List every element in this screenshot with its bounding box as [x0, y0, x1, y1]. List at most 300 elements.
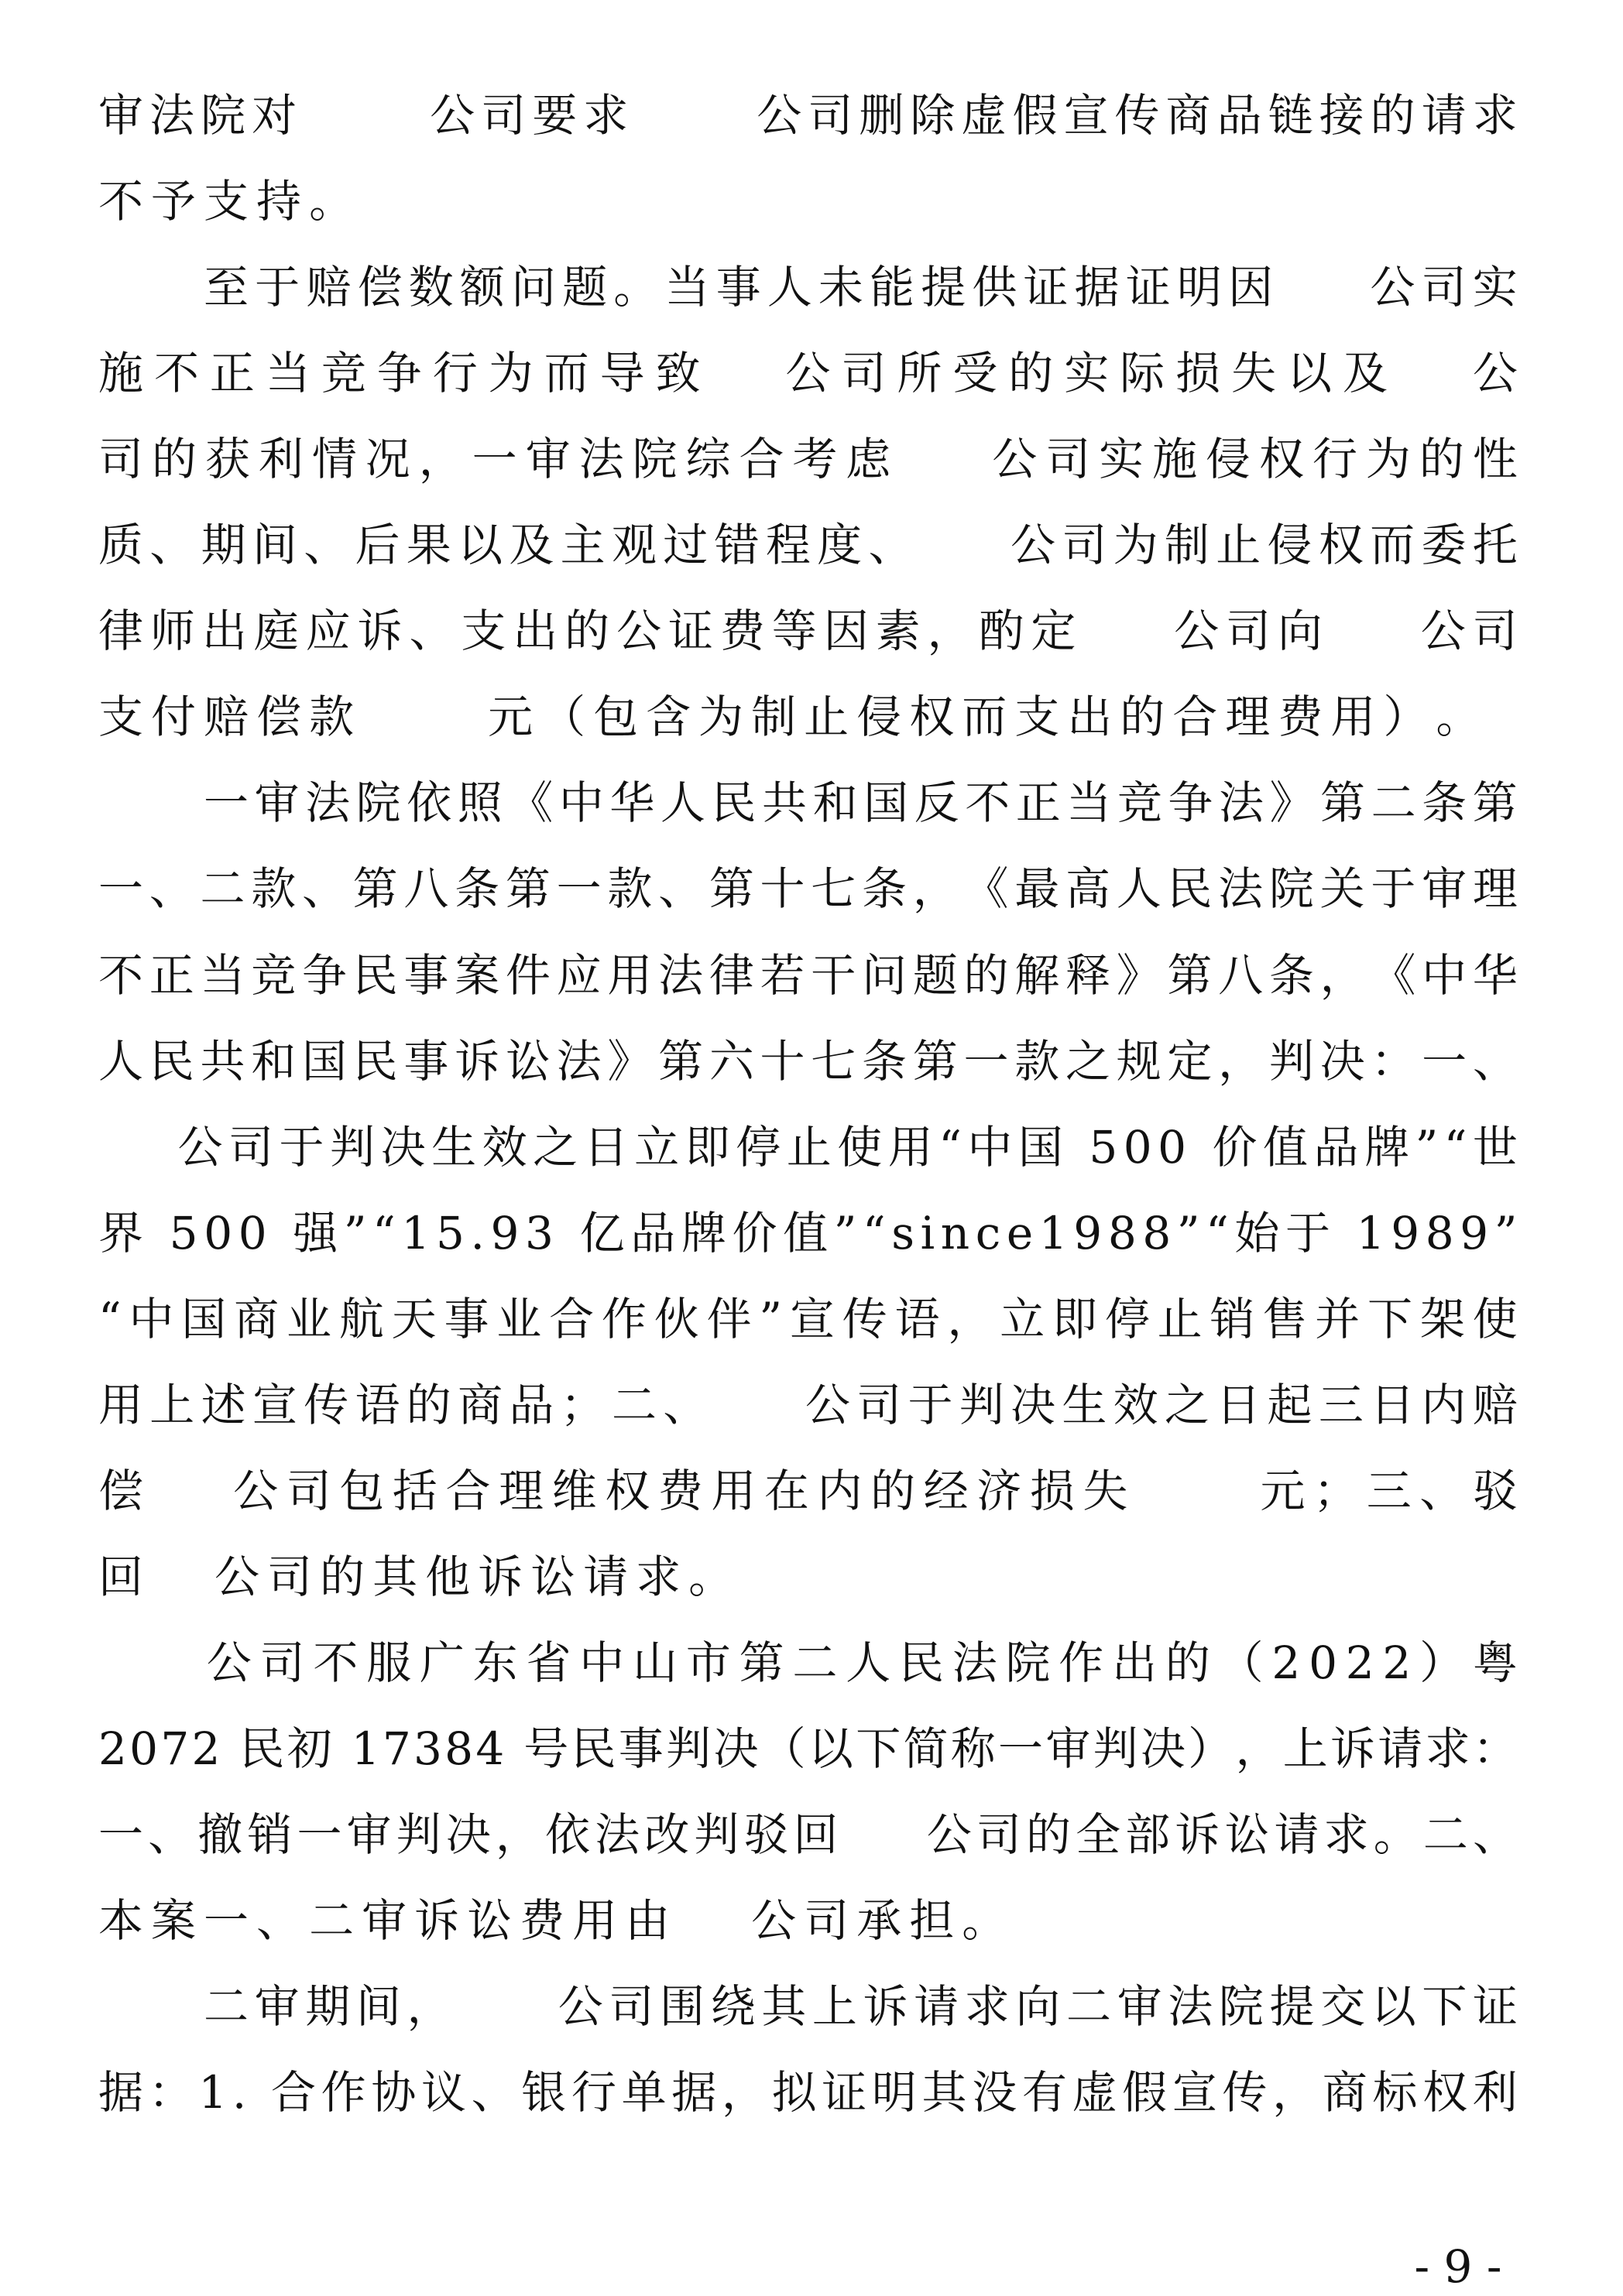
text-glyph: 括 [392, 1464, 437, 1517]
text-glyph: 审 [1422, 862, 1467, 916]
text-glyph: 初 [287, 1722, 332, 1775]
text-glyph: 二 [611, 1378, 657, 1431]
text-glyph: 经 [923, 1464, 969, 1517]
text-glyph: 、 [304, 519, 349, 572]
text-glyph: 使 [837, 1120, 883, 1174]
text-glyph: 使 [1472, 1292, 1518, 1345]
text-glyph: 人 [1116, 862, 1161, 916]
text-glyph: 法 [1218, 776, 1264, 830]
text-line [204, 1979, 1518, 2034]
redacted-text [303, 93, 424, 138]
redacted-text [711, 351, 774, 396]
text-glyph: 况 [365, 433, 410, 486]
text-glyph: ： [1371, 1034, 1416, 1088]
text-glyph: 8 [444, 1722, 474, 1775]
text-glyph: 0 [1158, 1120, 1187, 1174]
text-glyph: 际 [1120, 347, 1165, 400]
text-glyph: 司 [1421, 261, 1467, 314]
text-glyph: 题 [912, 948, 958, 1002]
text-glyph: 业 [286, 1292, 331, 1345]
text-glyph: 条 [1268, 948, 1314, 1002]
text-glyph: 实 [1472, 261, 1518, 314]
text-glyph: 判 [396, 1808, 441, 1861]
text-glyph: 价 [1212, 1120, 1258, 1174]
text-glyph: 院 [1005, 1636, 1051, 1689]
text-glyph: 称 [950, 1722, 996, 1775]
text-line [98, 862, 1518, 916]
text-glyph: 、 [301, 862, 347, 916]
text-glyph: 持 [256, 175, 302, 228]
text-glyph: 等 [771, 605, 817, 658]
text-glyph: . [470, 1206, 485, 1259]
text-glyph: 行 [432, 347, 478, 400]
text-glyph: 以 [1371, 1980, 1416, 2034]
text-glyph: 赔 [306, 261, 352, 314]
text-glyph: 一 [963, 1034, 1009, 1088]
text-glyph: 当 [265, 347, 311, 400]
text-glyph: 二 [204, 1980, 249, 2034]
text-glyph: 之 [1065, 1034, 1110, 1088]
text-glyph: 诉 [1175, 1808, 1220, 1861]
text-line [98, 1034, 1518, 1088]
text-glyph: 虑 [846, 433, 891, 486]
text-glyph: 八 [403, 862, 449, 916]
text-glyph: 共 [200, 1034, 245, 1088]
text-glyph: 求 [636, 1550, 681, 1603]
text-glyph: 错 [714, 519, 760, 572]
text-glyph: 据 [671, 2066, 717, 2120]
text-glyph: 中 [129, 1292, 174, 1345]
text-glyph: 民 [571, 1722, 616, 1775]
text-glyph: 假 [1122, 2066, 1168, 2120]
text-glyph: 合 [549, 1292, 595, 1345]
text-glyph: 讼 [505, 1034, 551, 1088]
text-glyph: 诉 [478, 1550, 523, 1603]
text-glyph: 即 [685, 1120, 730, 1174]
text-glyph: 法 [658, 948, 704, 1002]
text-glyph: ， [1235, 1722, 1281, 1775]
text-glyph: 粤 [1472, 1636, 1518, 1689]
text-glyph: 法 [595, 1808, 640, 1861]
text-glyph: 条 [862, 1034, 908, 1088]
text-glyph: 1 [1038, 1206, 1068, 1259]
text-glyph: “ [862, 1206, 886, 1259]
text-glyph: 公 [206, 1636, 252, 1689]
text-glyph: 公 [558, 1980, 603, 2034]
text-glyph: 照 [457, 776, 503, 830]
text-glyph: 不 [965, 776, 1011, 830]
text-glyph: 撤 [197, 1808, 243, 1861]
text-glyph: 八 [1218, 948, 1264, 1002]
text-glyph: 虚 [961, 89, 1007, 142]
text-glyph: n [940, 1206, 970, 1259]
text-glyph: 实 [1099, 433, 1144, 486]
text-glyph: 请 [1274, 1808, 1319, 1861]
text-glyph: 民 [149, 1034, 194, 1088]
text-glyph: 情 [311, 433, 357, 486]
text-glyph: 权 [909, 691, 955, 744]
text-glyph: 证 [667, 605, 713, 658]
text-glyph: 伴 [706, 1292, 752, 1345]
text-glyph: 。 [1436, 691, 1481, 744]
text-glyph: 及 [509, 519, 554, 572]
text-glyph: 5 [169, 1206, 198, 1259]
text-glyph: 侵 [1206, 433, 1251, 486]
text-glyph: 有 [1021, 2066, 1067, 2120]
redacted-text [152, 1468, 225, 1513]
text-glyph: 商 [458, 1378, 503, 1431]
text-glyph: 之 [533, 1120, 578, 1174]
text-glyph: 回 [793, 1808, 839, 1861]
redacted-text [1398, 351, 1462, 396]
text-glyph: 综 [685, 433, 731, 486]
text-glyph: 期 [305, 1980, 351, 2034]
text-glyph: 问 [862, 948, 908, 1002]
text-glyph: 对 [252, 89, 297, 142]
text-glyph: 审 [362, 1894, 407, 1948]
text-glyph: 二 [1065, 1980, 1111, 2034]
text-glyph: ， [947, 1292, 993, 1345]
text-glyph: 请 [1421, 89, 1467, 142]
text-glyph: 公 [805, 1378, 850, 1431]
text-glyph: 向 [1277, 605, 1323, 658]
text-glyph: 诉 [414, 1894, 460, 1948]
text-glyph: 决 [380, 1120, 426, 1174]
text-glyph: 支 [1014, 691, 1060, 744]
text-glyph: 删 [859, 89, 904, 142]
text-glyph: 七 [811, 1034, 856, 1088]
text-glyph: 广 [419, 1636, 465, 1689]
text-glyph: 司 [841, 347, 887, 400]
text-glyph: 款 [1014, 1034, 1060, 1088]
text-line [98, 1550, 1518, 1604]
text-glyph: 度 [817, 519, 863, 572]
text-glyph: ， [721, 2066, 767, 2120]
text-glyph: 其 [761, 1980, 807, 2034]
text-glyph: 用 [1330, 691, 1376, 744]
text-glyph: 公 [1370, 261, 1415, 314]
text-glyph: 1 [198, 2066, 228, 2120]
text-glyph: 民 [352, 1034, 398, 1088]
text-line [98, 518, 1518, 572]
text-glyph: 的 [151, 433, 197, 486]
text-glyph: 反 [914, 776, 959, 830]
redacted-text [362, 694, 488, 739]
text-glyph: 协 [371, 2066, 417, 2120]
text-glyph: 公 [1472, 347, 1518, 400]
text-glyph: 国 [181, 1292, 227, 1345]
text-glyph: 于 [255, 261, 300, 314]
text-glyph: 判 [694, 1808, 739, 1861]
text-glyph: 出 [513, 605, 558, 658]
text-glyph: 证 [822, 2066, 867, 2120]
text-glyph [1336, 1206, 1350, 1260]
text-glyph: 理 [1472, 862, 1518, 916]
text-glyph: 售 [1262, 1292, 1308, 1345]
text-glyph: 接 [1319, 89, 1364, 142]
text-glyph: 停 [736, 1120, 781, 1174]
text-glyph: 法 [1218, 862, 1264, 916]
text-glyph: 提 [1269, 1980, 1315, 2034]
text-glyph: 9 [1391, 1206, 1420, 1259]
text-glyph: 以 [458, 519, 503, 572]
text-glyph: （ [1218, 1636, 1264, 1689]
text-glyph: 竞 [1117, 776, 1162, 830]
text-glyph: 的 [963, 948, 1009, 1002]
text-glyph: 费 [657, 1464, 703, 1517]
text-glyph: 品 [630, 1206, 676, 1259]
text-glyph: 二 [200, 862, 245, 916]
text-glyph: 第 [505, 862, 551, 916]
text-glyph: 国 [1017, 1120, 1063, 1174]
text-line [98, 1206, 1518, 1260]
redacted-text [1083, 608, 1167, 653]
text-line [204, 260, 1518, 314]
text-glyph: 获 [204, 433, 250, 486]
text-glyph: 人 [767, 261, 812, 314]
text-glyph: 司 [98, 433, 144, 486]
text-glyph: 民 [352, 948, 398, 1002]
redacted-text [634, 93, 750, 138]
text-glyph: 而 [1370, 519, 1415, 572]
text-glyph: 三 [1318, 1378, 1364, 1431]
text-glyph: 司 [481, 89, 527, 142]
text-glyph: 失 [1231, 347, 1277, 400]
text-glyph: 国 [863, 776, 909, 830]
text-glyph: 偿 [357, 261, 403, 314]
text-glyph: 而 [544, 347, 589, 400]
text-glyph: 审 [1045, 1722, 1091, 1775]
text-glyph: 5 [435, 1206, 465, 1259]
text-glyph [252, 2065, 266, 2120]
text-glyph: 用 [711, 1464, 757, 1517]
text-glyph: 绕 [710, 1980, 756, 2034]
text-glyph: 中 [558, 776, 604, 830]
text-glyph: 包 [339, 1464, 385, 1517]
text-glyph: 托 [1472, 519, 1518, 572]
text-glyph: 民 [239, 1722, 285, 1775]
text-glyph: 传 [842, 1292, 887, 1345]
text-glyph: 事 [403, 1034, 449, 1088]
text-glyph: 银 [521, 2066, 567, 2120]
text-glyph: 为 [1365, 433, 1411, 486]
text-glyph: 世 [1472, 1120, 1518, 1174]
text-glyph: 一 [98, 1808, 144, 1861]
text-glyph: 0 [129, 1722, 159, 1775]
text-glyph: 始 [1234, 1206, 1280, 1259]
text-glyph: 含 [646, 691, 691, 744]
text-glyph: 案 [455, 948, 500, 1002]
text-glyph: ） [1383, 691, 1429, 744]
text-glyph: 不 [153, 347, 199, 400]
text-line [98, 690, 1518, 744]
text-glyph: 、 [409, 605, 455, 658]
text-line [98, 1378, 1518, 1432]
text-line [98, 2065, 1518, 2120]
text-glyph: 一 [472, 433, 517, 486]
text-glyph: 最 [1014, 862, 1060, 916]
text-glyph: ： [1472, 1722, 1518, 1775]
text-glyph: 中 [967, 1120, 1013, 1174]
text-glyph: 制 [751, 691, 797, 744]
text-glyph: 争 [1168, 776, 1213, 830]
text-glyph: 二 [1422, 1808, 1468, 1861]
text-glyph: 8 [1107, 1206, 1137, 1259]
text-glyph: 在 [763, 1464, 809, 1517]
text-glyph: 0 [1309, 1636, 1337, 1689]
text-glyph: 民 [1167, 862, 1213, 916]
text-glyph: 条 [862, 862, 908, 916]
text-glyph: 定 [1167, 1034, 1213, 1088]
text-line [98, 346, 1518, 400]
text-glyph: ， [927, 605, 973, 658]
text-glyph: 应 [305, 605, 351, 658]
text-glyph: 民 [711, 776, 757, 830]
text-glyph: 不 [98, 948, 144, 1002]
text-glyph: 商 [1322, 2066, 1367, 2120]
text-line [98, 604, 1518, 658]
text-glyph: 条 [455, 862, 500, 916]
text-glyph: 出 [1067, 691, 1113, 744]
text-glyph: 诉 [455, 1034, 500, 1088]
text-glyph: ， [1319, 948, 1365, 1002]
text-glyph: 公 [1011, 519, 1056, 572]
text-glyph: 权 [1318, 519, 1364, 572]
text-glyph: 素 [875, 605, 921, 658]
text-glyph: 《 [1371, 948, 1416, 1002]
text-glyph: 案 [151, 1894, 197, 1948]
text-glyph: 中 [579, 1636, 625, 1689]
text-glyph: 失 [1083, 1464, 1128, 1517]
text-glyph: 十 [760, 1034, 805, 1088]
text-glyph: 用 [572, 1894, 618, 1948]
text-glyph: 》 [1269, 776, 1315, 830]
text-line [98, 1722, 1518, 1776]
text-glyph: 、 [658, 862, 704, 916]
text-glyph: 即 [1052, 1292, 1098, 1345]
text-glyph: 传 [304, 1378, 349, 1431]
text-glyph: ” [343, 1206, 367, 1259]
text-glyph: 公 [926, 1808, 972, 1861]
text-glyph: 作 [601, 1292, 647, 1345]
text-glyph: 假 [1012, 89, 1058, 142]
text-glyph: 和 [812, 776, 858, 830]
redacted-text [715, 1383, 799, 1427]
text-glyph: “ [98, 1292, 122, 1345]
text-glyph: 求 [1323, 1808, 1369, 1861]
text-glyph: 请 [1378, 1722, 1423, 1775]
text-glyph: 关 [1319, 862, 1365, 916]
text-glyph: 决 [445, 1808, 491, 1861]
text-glyph: ， [418, 433, 464, 486]
text-glyph: 山 [633, 1636, 678, 1689]
text-glyph: 的 [1025, 1808, 1071, 1861]
text-glyph: 内 [817, 1464, 863, 1517]
text-glyph [1069, 1120, 1083, 1174]
text-glyph: 明 [871, 2066, 917, 2120]
text-glyph: ： [148, 2066, 194, 2120]
text-glyph: 商 [1165, 89, 1211, 142]
text-glyph: 款 [309, 691, 355, 744]
text-glyph: 商 [234, 1292, 280, 1345]
text-glyph: 判 [1268, 1034, 1314, 1088]
text-glyph: 作 [1059, 1636, 1104, 1689]
redacted-text [1136, 1468, 1252, 1513]
text-glyph: 标 [1372, 2066, 1418, 2120]
text-glyph: 天 [391, 1292, 437, 1345]
text-glyph: 全 [1076, 1808, 1121, 1861]
text-glyph: 求 [964, 1980, 1010, 2034]
text-glyph: 七 [811, 862, 856, 916]
text-glyph: 第 [912, 1034, 958, 1088]
text-glyph: 用 [607, 948, 653, 1002]
text-glyph: 讼 [1224, 1808, 1270, 1861]
text-glyph: 效 [1113, 1378, 1158, 1431]
text-glyph: 语 [355, 1378, 400, 1431]
text-glyph: 支 [98, 691, 144, 744]
text-glyph: 的 [1165, 1636, 1210, 1689]
text-glyph: 济 [976, 1464, 1022, 1517]
text-glyph: 为 [698, 691, 744, 744]
text-glyph: 宣 [1063, 89, 1109, 142]
text-glyph: 提 [921, 261, 966, 314]
text-glyph: 的 [1120, 691, 1165, 744]
text-glyph: 之 [1164, 1378, 1210, 1431]
text-glyph: 院 [355, 776, 401, 830]
text-glyph: ， [912, 862, 958, 916]
text-line [98, 1808, 1518, 1862]
text-glyph: 。 [309, 175, 355, 228]
text-glyph: 间 [355, 1980, 401, 2034]
text-glyph: 律 [709, 948, 754, 1002]
text-glyph: 。 [613, 261, 659, 314]
text-glyph: 二 [309, 1894, 355, 1948]
text-glyph: 止 [804, 691, 849, 744]
text-glyph: 司 [856, 1378, 902, 1431]
text-glyph: 求 [1425, 1722, 1470, 1775]
text-glyph: 9 [1460, 1206, 1489, 1259]
text-glyph: 人 [660, 776, 705, 830]
text-glyph: 若 [760, 948, 805, 1002]
text-glyph: 由 [625, 1894, 671, 1948]
text-glyph: 十 [760, 862, 805, 916]
text-glyph: 8 [1142, 1206, 1172, 1259]
text-glyph: ” [1415, 1120, 1439, 1174]
text-glyph: 至 [204, 261, 249, 314]
text-glyph: 据 [1074, 261, 1120, 314]
text-glyph: 施 [98, 347, 144, 400]
text-glyph: 费 [520, 1894, 565, 1948]
text-glyph: 利 [258, 433, 304, 486]
text-glyph: 争 [301, 948, 347, 1002]
text-glyph: 院 [201, 89, 246, 142]
text-glyph: 法 [952, 1636, 997, 1689]
text-glyph: 侵 [1267, 519, 1312, 572]
text-glyph: 释 [1065, 948, 1110, 1002]
text-glyph: 、 [663, 1378, 709, 1431]
text-glyph: 第 [352, 862, 398, 916]
text-glyph: 讼 [467, 1894, 513, 1948]
text-glyph: 高 [1065, 862, 1110, 916]
text-glyph: 公 [214, 1550, 260, 1603]
text-glyph: 偿 [256, 691, 302, 744]
text-glyph: 品 [1216, 89, 1262, 142]
text-glyph: 东 [472, 1636, 518, 1689]
text-glyph: 损 [1029, 1464, 1075, 1517]
text-glyph: 虚 [1072, 2066, 1117, 2120]
text-glyph: 受 [952, 347, 998, 400]
text-glyph: 驳 [1472, 1464, 1518, 1517]
